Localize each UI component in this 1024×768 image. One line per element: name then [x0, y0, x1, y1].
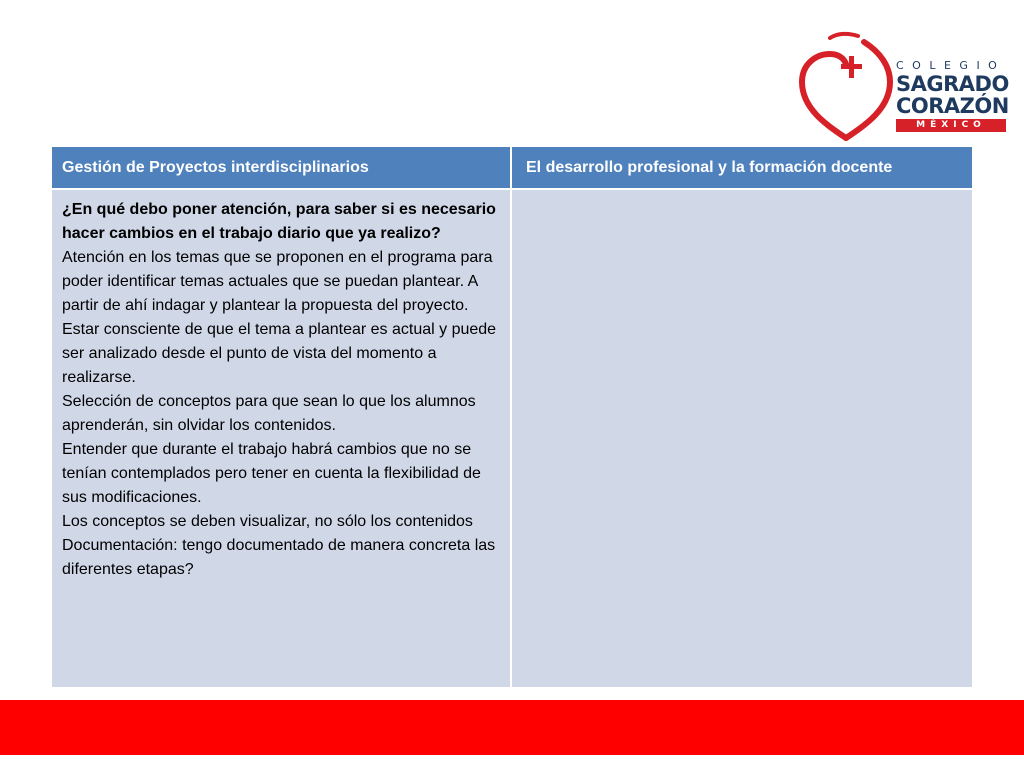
logo-mexico-badge: MÉXICO [896, 119, 1006, 132]
body-cell-projects [52, 190, 512, 687]
header-cell-projects: Gestión de Proyectos interdisciplinarios [52, 147, 512, 188]
header-cell-development: El desarrollo profesional y la formación docente [512, 147, 972, 188]
paragraph: Selección de conceptos para que sean lo que los alumnos aprenderán, sin olvidar los contenidos. [62, 393, 476, 434]
content-table [52, 147, 972, 687]
body-cell-development [512, 190, 972, 687]
logo-sagrado-text: SAGRADO [896, 72, 1009, 96]
paragraph: Entender que durante el trabajo habrá cambios que no se tenían contemplados pero tener en cuenta la flexibilidad de sus modificaciones. [62, 441, 481, 506]
paragraph: Documentación: tengo documentado de manera concreta las diferentes etapas? [62, 537, 496, 578]
heart-cross-icon [796, 30, 896, 146]
paragraph: Los conceptos se deben visualizar, no sólo los contenidos [62, 513, 473, 530]
school-logo [796, 30, 1010, 146]
table-body-row [52, 188, 972, 687]
paragraph: Estar consciente de que el tema a plantear es actual y puede ser analizado desde el punto de vista del momento a realizarse. [62, 321, 497, 386]
question-text: ¿En qué debo poner atención, para saber si es necesario hacer cambios en el trabajo diario que ya realizo? [62, 201, 496, 242]
footer-band [0, 700, 1024, 755]
paragraph: Atención en los temas que se proponen en el programa para poder identificar temas actuales que se puedan plantear. A partir de ahí indagar y plantear la propuesta del proyecto. [62, 249, 493, 314]
table-header-row [52, 147, 972, 188]
logo-colegio-text: COLEGIO [896, 59, 1006, 72]
logo-corazon-text: CORAZÓN [896, 94, 1009, 118]
